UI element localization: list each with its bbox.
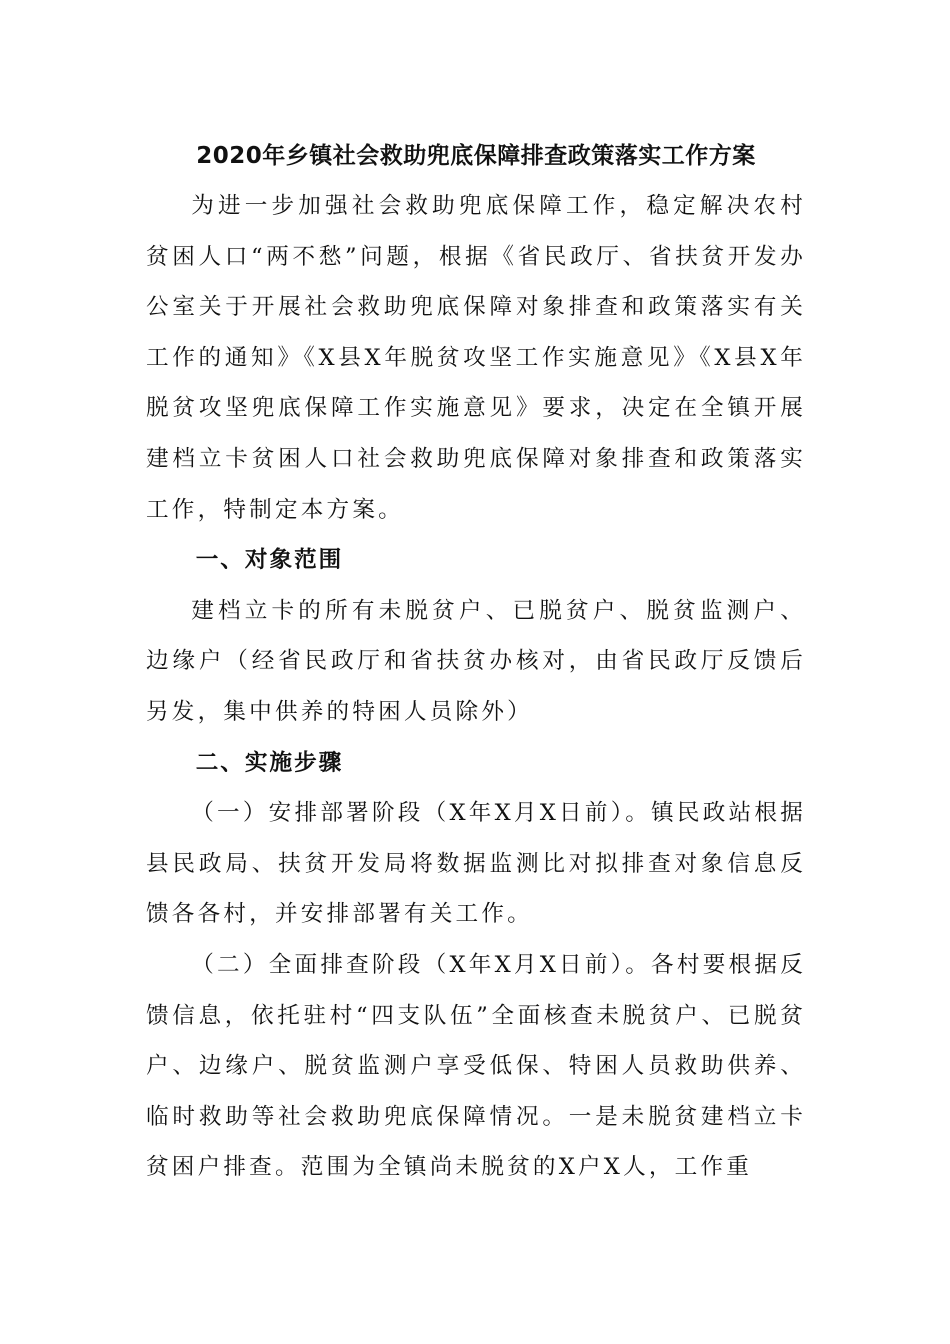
section-heading-steps: 二、实施步骤 [195, 749, 344, 776]
scope-paragraph: 建档立卡的所有未脱贫户、已脱贫户、脱贫监测户、边缘户（经省民政厅和省扶贫办核对，由省民政厅反馈后另发，集中供养的特困人员除外） [146, 597, 806, 725]
section-heading-scope: 一、对象范围 [195, 547, 344, 574]
step-two-paragraph: （二）全面排查阶段（X年X月X日前）。各村要根据反馈信息，依托驻村“四支队伍”全面核查未脱贫户、已脱贫户、边缘户、脱贫监测户享受低保、特困人员救助供养、临时救助等社会救助兜底保障情况。一是未脱贫建档立卡贫困户排查。范围为全镇尚未脱贫的X户X人，工作重 [146, 951, 806, 1181]
document-title: 2020年乡镇社会救助兜底保障排查政策落实工作方案 [196, 143, 756, 169]
intro-paragraph: 为进一步加强社会救助兜底保障工作，稳定解决农村贫困人口“两不愁”问题，根据《省民政厅、省扶贫开发办公室关于开展社会救助兜底保障对象排查和政策落实有关工作的通知》《X县X年脱贫攻坚工作实施意见》《X县X年脱贫攻坚兜底保障工作实施意见》要求，决定在全镇开展建档立卡贫困人口社会救助兜底保障对象排查和政策落实工作，特制定本方案。 [146, 193, 806, 523]
document-page [146, 131, 806, 1193]
step-one-paragraph: （一）安排部署阶段（X年X月X日前）。镇民政站根据县民政局、扶贫开发局将数据监测比对拟排查对象信息反馈各各村，并安排部署有关工作。 [146, 800, 806, 928]
